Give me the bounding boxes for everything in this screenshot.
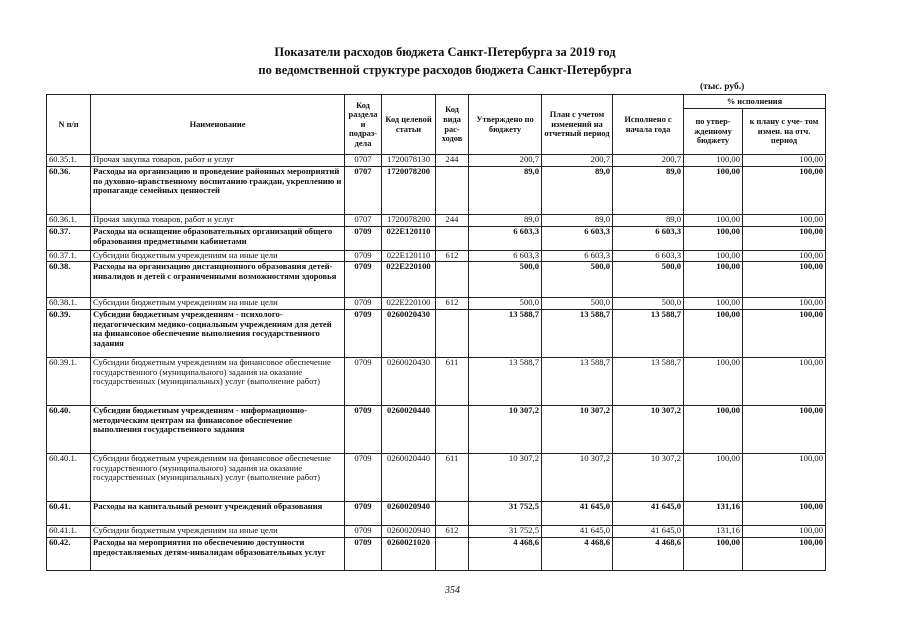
header-pct-approved: по утвер- жденному бюджету — [684, 109, 743, 155]
table-row — [47, 155, 826, 167]
cell-section: 0709 — [345, 406, 382, 454]
cell-type — [436, 310, 469, 358]
table-row — [47, 538, 826, 571]
cell-target: 1720078200 — [382, 167, 436, 215]
header-type: Код вида рас- ходов — [436, 95, 469, 155]
cell-name: Расходы на организацию дистанционного образования детей-инвалидов и детей с ограниченными возможностями здоровья — [91, 262, 345, 298]
cell-target: 0260020440 — [382, 406, 436, 454]
table-body — [47, 155, 826, 571]
cell-pct-plan: 100,00 — [743, 227, 826, 251]
cell-approved: 6 603,3 — [469, 251, 542, 262]
cell-type: 612 — [436, 298, 469, 310]
cell-pct-plan: 100,00 — [743, 526, 826, 538]
cell-type: 612 — [436, 526, 469, 538]
cell-executed: 200,7 — [613, 155, 684, 167]
cell-type — [436, 406, 469, 454]
cell-approved: 10 307,2 — [469, 454, 542, 502]
cell-num: 60.35.1. — [47, 155, 91, 167]
cell-plan: 10 307,2 — [542, 454, 613, 502]
cell-pct-plan: 100,00 — [743, 251, 826, 262]
cell-plan: 10 307,2 — [542, 406, 613, 454]
cell-executed: 6 603,3 — [613, 227, 684, 251]
cell-name: Расходы на оснащение образовательных организаций общего образования предметными кабинетами — [91, 227, 345, 251]
cell-executed: 500,0 — [613, 298, 684, 310]
cell-num: 60.41.1. — [47, 526, 91, 538]
table-row — [47, 454, 826, 502]
cell-approved: 13 588,7 — [469, 358, 542, 406]
cell-executed: 13 588,7 — [613, 358, 684, 406]
cell-pct-approved: 100,00 — [684, 454, 743, 502]
cell-executed: 41 645,0 — [613, 526, 684, 538]
cell-name: Субсидии бюджетным учреждениям - психолого-педагогическим медико-социальным учреждениям для детей на финансовое обеспечение выполнения государственного задания — [91, 310, 345, 358]
table-row — [47, 358, 826, 406]
cell-pct-plan: 100,00 — [743, 155, 826, 167]
cell-pct-plan: 100,00 — [743, 215, 826, 227]
cell-name: Расходы на организацию и проведение районных мероприятий по духовно-нравственному воспитанию граждан, укреплению и пропаганде семейных ценностей — [91, 167, 345, 215]
header-approved: Утверждено по бюджету — [469, 95, 542, 155]
cell-plan: 89,0 — [542, 167, 613, 215]
cell-section: 0709 — [345, 538, 382, 571]
cell-num: 60.36. — [47, 167, 91, 215]
cell-pct-plan: 100,00 — [743, 298, 826, 310]
table-row — [47, 298, 826, 310]
cell-num: 60.36.1. — [47, 215, 91, 227]
cell-section: 0709 — [345, 298, 382, 310]
cell-pct-approved: 100,00 — [684, 155, 743, 167]
cell-pct-approved: 100,00 — [684, 310, 743, 358]
table-row — [47, 215, 826, 227]
cell-target: 022Е220100 — [382, 262, 436, 298]
cell-plan: 41 645,0 — [542, 526, 613, 538]
cell-num: 60.38. — [47, 262, 91, 298]
cell-pct-plan: 100,00 — [743, 167, 826, 215]
cell-name: Субсидии бюджетным учреждениям - информационно-методическим центрам на финансовое обеспечение выполнения государственного задания — [91, 406, 345, 454]
cell-approved: 4 468,6 — [469, 538, 542, 571]
cell-pct-approved: 131,16 — [684, 502, 743, 526]
table-row — [47, 251, 826, 262]
cell-target: 0260020430 — [382, 358, 436, 406]
cell-name: Субсидии бюджетным учреждениям на иные цели — [91, 526, 345, 538]
cell-section: 0707 — [345, 215, 382, 227]
cell-name: Субсидии бюджетным учреждениям на иные цели — [91, 298, 345, 310]
cell-approved: 500,0 — [469, 262, 542, 298]
cell-pct-plan: 100,00 — [743, 262, 826, 298]
cell-target: 1720078130 — [382, 155, 436, 167]
cell-section: 0709 — [345, 454, 382, 502]
cell-section: 0707 — [345, 155, 382, 167]
cell-pct-approved: 100,00 — [684, 538, 743, 571]
cell-plan: 13 588,7 — [542, 358, 613, 406]
cell-plan: 4 468,6 — [542, 538, 613, 571]
cell-target: 0260021020 — [382, 538, 436, 571]
cell-pct-approved: 100,00 — [684, 167, 743, 215]
cell-plan: 200,7 — [542, 155, 613, 167]
cell-executed: 41 645,0 — [613, 502, 684, 526]
cell-type — [436, 227, 469, 251]
cell-pct-plan: 100,00 — [743, 538, 826, 571]
cell-approved: 89,0 — [469, 167, 542, 215]
cell-type — [436, 538, 469, 571]
table-row — [47, 310, 826, 358]
header-target: Код целевой статьи — [382, 95, 436, 155]
cell-plan: 41 645,0 — [542, 502, 613, 526]
cell-executed: 6 603,3 — [613, 251, 684, 262]
cell-section: 0709 — [345, 310, 382, 358]
cell-pct-plan: 100,00 — [743, 358, 826, 406]
cell-executed: 10 307,2 — [613, 454, 684, 502]
cell-num: 60.40.1. — [47, 454, 91, 502]
cell-name: Расходы на капитальный ремонт учреждений образования — [91, 502, 345, 526]
cell-num: 60.38.1. — [47, 298, 91, 310]
cell-approved: 89,0 — [469, 215, 542, 227]
cell-pct-approved: 100,00 — [684, 406, 743, 454]
cell-plan: 13 588,7 — [542, 310, 613, 358]
cell-num: 60.39. — [47, 310, 91, 358]
cell-type — [436, 502, 469, 526]
cell-target: 022Е120110 — [382, 251, 436, 262]
table-row — [47, 227, 826, 251]
document-title-line-1: Показатели расходов бюджета Санкт-Петербурга за 2019 год — [274, 45, 616, 59]
cell-section: 0709 — [345, 227, 382, 251]
cell-num: 60.42. — [47, 538, 91, 571]
cell-type — [436, 262, 469, 298]
cell-executed: 10 307,2 — [613, 406, 684, 454]
cell-target: 1720078200 — [382, 215, 436, 227]
cell-executed: 89,0 — [613, 167, 684, 215]
cell-num: 60.40. — [47, 406, 91, 454]
cell-section: 0709 — [345, 502, 382, 526]
header-percent-group: % исполнения — [684, 95, 826, 109]
cell-approved: 500,0 — [469, 298, 542, 310]
cell-target: 0260020430 — [382, 310, 436, 358]
cell-num: 60.37.1. — [47, 251, 91, 262]
cell-approved: 31 752,5 — [469, 502, 542, 526]
header-num: N п/п — [47, 95, 91, 155]
cell-plan: 500,0 — [542, 298, 613, 310]
cell-target: 0260020940 — [382, 502, 436, 526]
cell-name: Субсидии бюджетным учреждениям на финансовое обеспечение государственного (муниципального) задания на оказание государственных (муниципальных) услуг (выполнение работ) — [91, 454, 345, 502]
cell-plan: 89,0 — [542, 215, 613, 227]
cell-pct-approved: 100,00 — [684, 251, 743, 262]
cell-target: 022Е120110 — [382, 227, 436, 251]
cell-section: 0709 — [345, 251, 382, 262]
cell-plan: 500,0 — [542, 262, 613, 298]
cell-target: 0260020440 — [382, 454, 436, 502]
cell-pct-plan: 100,00 — [743, 454, 826, 502]
cell-type: 612 — [436, 251, 469, 262]
cell-name: Субсидии бюджетным учреждениям на иные цели — [91, 251, 345, 262]
cell-target: 0260020940 — [382, 526, 436, 538]
cell-type: 611 — [436, 454, 469, 502]
cell-approved: 6 603,3 — [469, 227, 542, 251]
header-name: Наименование — [91, 95, 345, 155]
cell-pct-plan: 100,00 — [743, 502, 826, 526]
cell-section: 0709 — [345, 358, 382, 406]
cell-approved: 10 307,2 — [469, 406, 542, 454]
cell-section: 0709 — [345, 262, 382, 298]
cell-type: 244 — [436, 215, 469, 227]
table-row — [47, 526, 826, 538]
table-row — [47, 406, 826, 454]
table-row — [47, 502, 826, 526]
cell-type: 611 — [436, 358, 469, 406]
budget-table — [46, 94, 826, 571]
cell-section: 0709 — [345, 526, 382, 538]
cell-name: Прочая закупка товаров, работ и услуг — [91, 215, 345, 227]
cell-type: 244 — [436, 155, 469, 167]
cell-pct-approved: 100,00 — [684, 298, 743, 310]
cell-pct-plan: 100,00 — [743, 406, 826, 454]
cell-executed: 4 468,6 — [613, 538, 684, 571]
cell-approved: 31 752,5 — [469, 526, 542, 538]
cell-plan: 6 603,3 — [542, 227, 613, 251]
cell-name: Прочая закупка товаров, работ и услуг — [91, 155, 345, 167]
cell-pct-plan: 100,00 — [743, 310, 826, 358]
cell-pct-approved: 100,00 — [684, 358, 743, 406]
page-number: 354 — [445, 585, 460, 596]
cell-pct-approved: 100,00 — [684, 262, 743, 298]
table-row — [47, 262, 826, 298]
header-executed: Исполнено с начала года — [613, 95, 684, 155]
cell-executed: 500,0 — [613, 262, 684, 298]
cell-section: 0707 — [345, 167, 382, 215]
cell-target: 022Е220100 — [382, 298, 436, 310]
cell-approved: 200,7 — [469, 155, 542, 167]
table-row — [47, 167, 826, 215]
cell-name: Расходы на мероприятия по обеспечению доступности предоставляемых детям-инвалидам образовательных услуг — [91, 538, 345, 571]
cell-num: 60.39.1. — [47, 358, 91, 406]
cell-approved: 13 588,7 — [469, 310, 542, 358]
header-section: Код раздела и подраз- дела — [345, 95, 382, 155]
document-title-line-2: по ведомственной структуре расходов бюджета Санкт-Петербурга — [258, 63, 632, 77]
cell-num: 60.41. — [47, 502, 91, 526]
cell-type — [436, 167, 469, 215]
cell-num: 60.37. — [47, 227, 91, 251]
cell-pct-approved: 100,00 — [684, 215, 743, 227]
cell-name: Субсидии бюджетным учреждениям на финансовое обеспечение государственного (муниципального) задания на оказание государственных (муниципальных) услуг (выполнение работ) — [91, 358, 345, 406]
cell-plan: 6 603,3 — [542, 251, 613, 262]
cell-pct-approved: 100,00 — [684, 227, 743, 251]
cell-executed: 89,0 — [613, 215, 684, 227]
header-pct-plan: к плану с уче- том измен. на отч. период — [743, 109, 826, 155]
unit-label: (тыс. руб.) — [700, 82, 745, 92]
header-plan: План с учетом изменений на отчетный период — [542, 95, 613, 155]
cell-executed: 13 588,7 — [613, 310, 684, 358]
cell-pct-approved: 131,16 — [684, 526, 743, 538]
